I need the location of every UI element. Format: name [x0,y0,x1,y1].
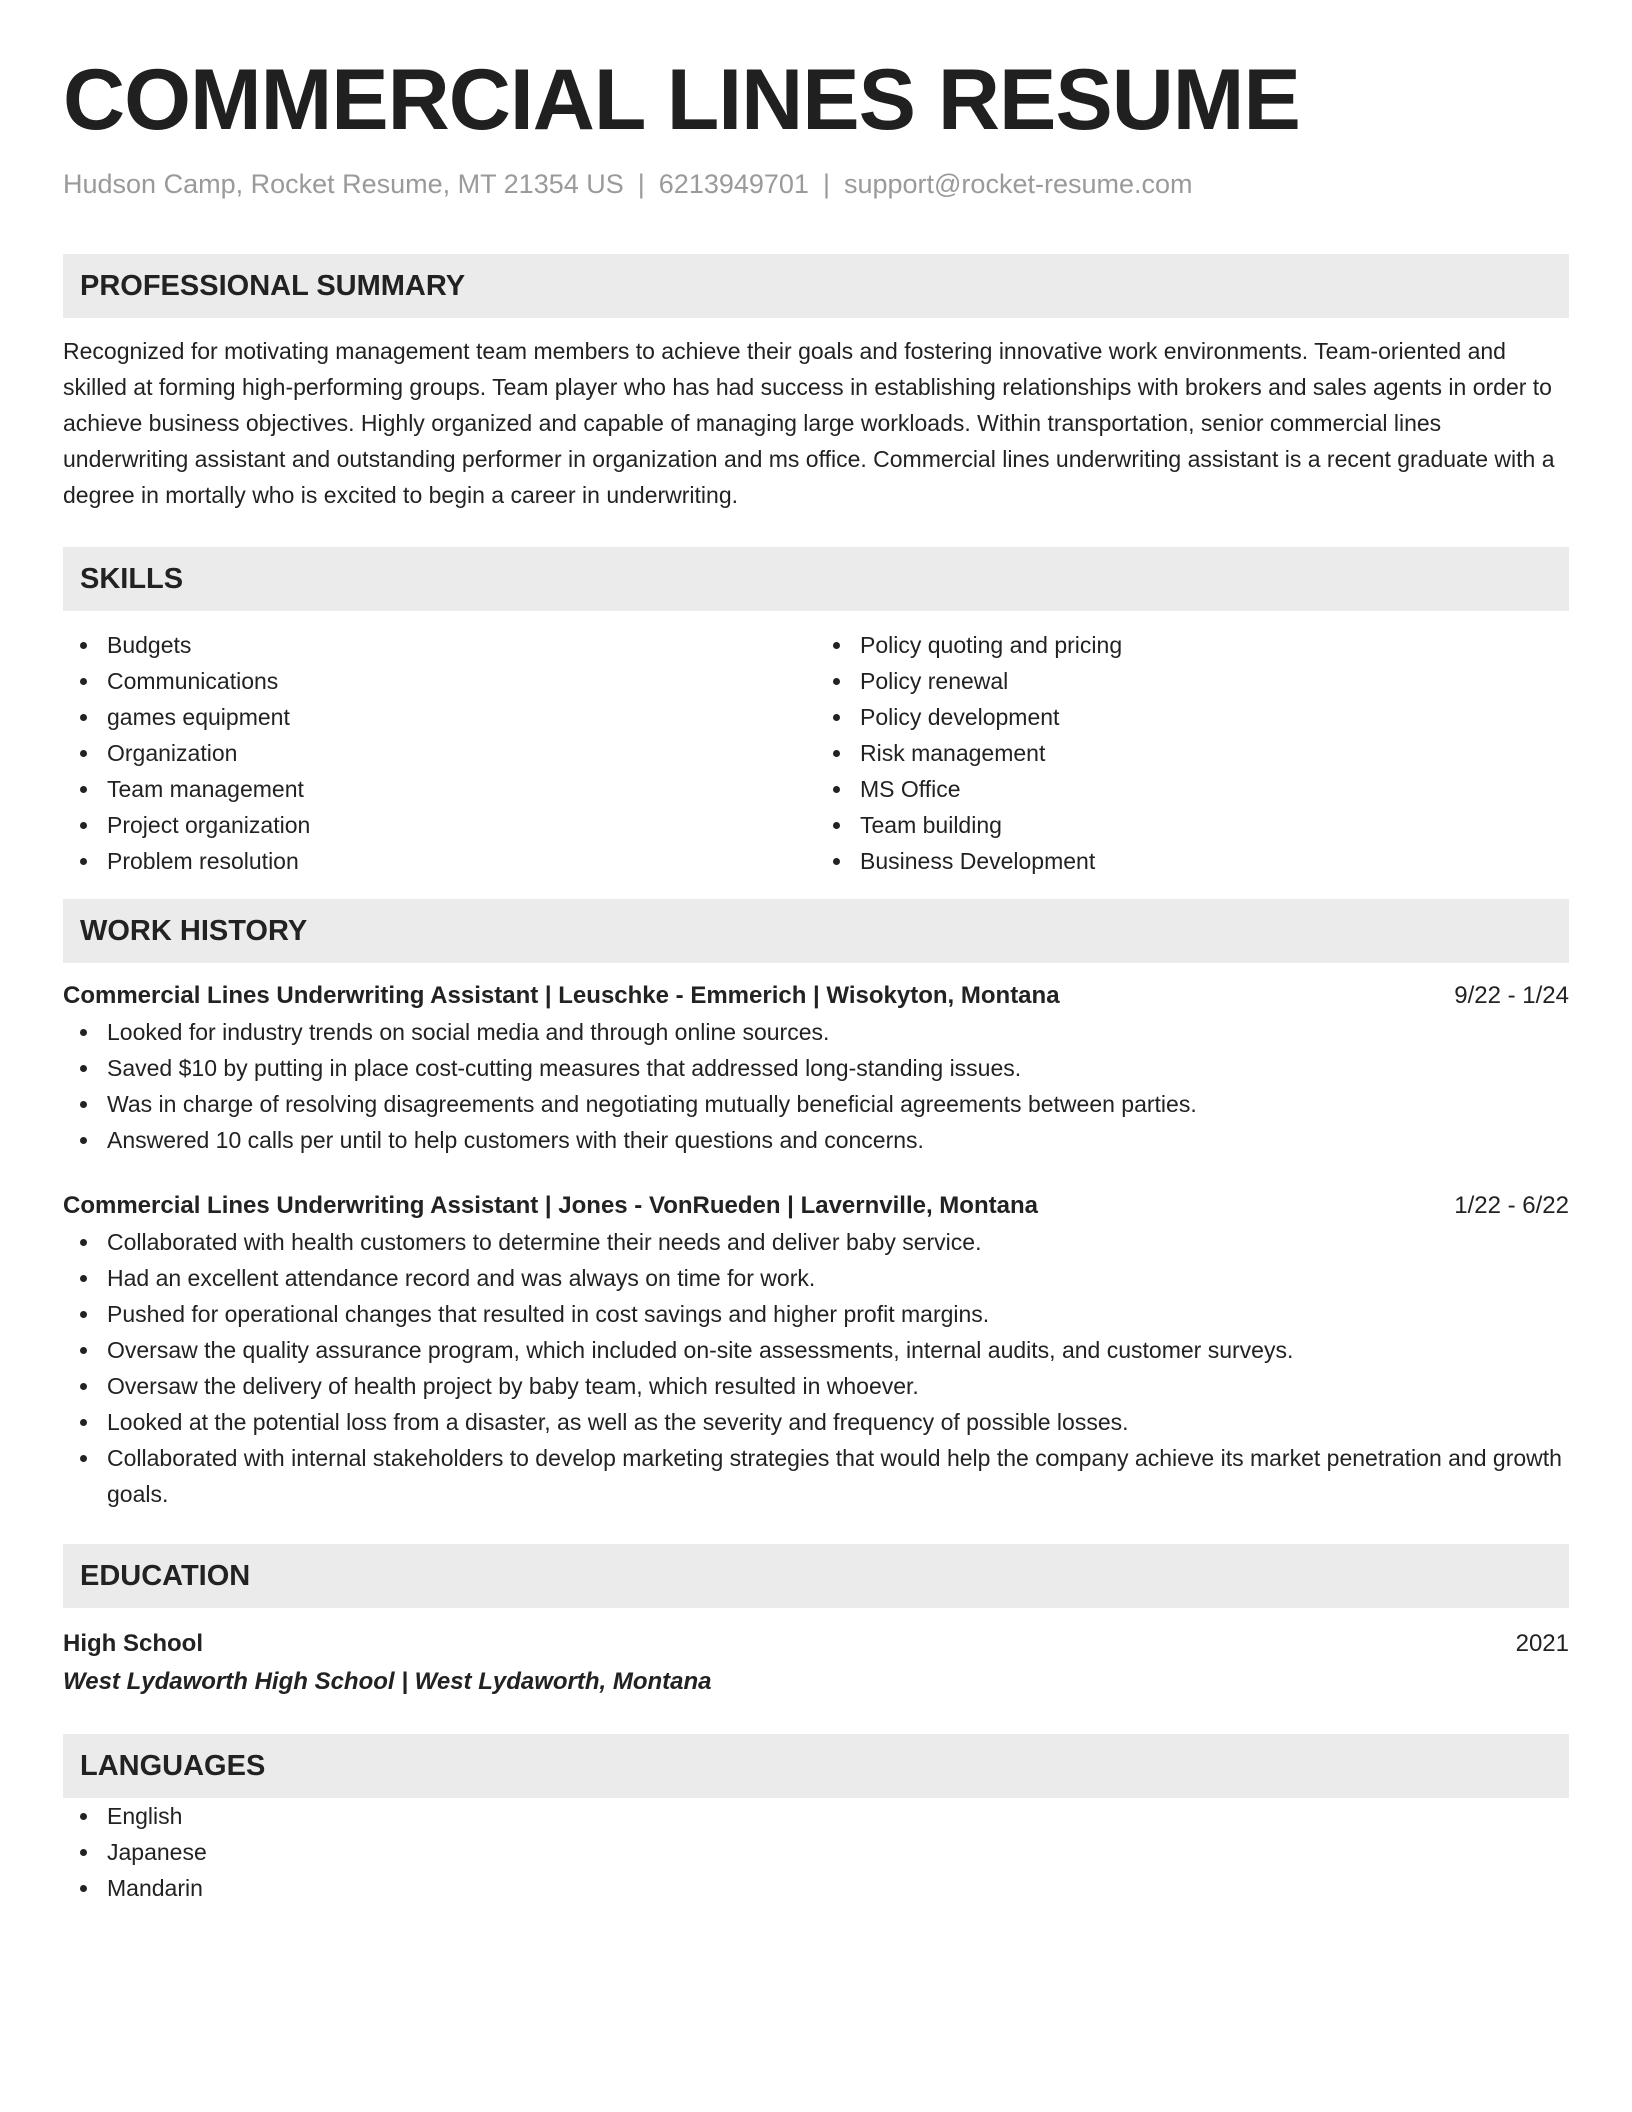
contact-phone: 6213949701 [658,169,809,199]
skills-grid [63,627,1569,879]
skill-item: games equipment [107,699,816,735]
contact-separator: | [637,169,645,199]
job-entry [63,978,1569,1158]
job-heading: Commercial Lines Underwriting Assistant | Jones - VonRueden | Lavernville, Montana [63,1192,1038,1219]
job-bullet: Looked for industry trends on social media and through online sources. [107,1014,1569,1050]
skill-item: Problem resolution [107,843,816,879]
contact-line [63,166,1569,202]
contact-email: support@rocket-resume.com [843,169,1193,199]
section-header-education: EDUCATION [63,1544,1569,1608]
skill-item: Policy renewal [860,663,1569,699]
language-item: English [107,1798,1569,1834]
language-item: Japanese [107,1834,1569,1870]
job-bullet: Had an excellent attendance record and was always on time for work. [107,1260,1569,1296]
skill-item: Policy development [860,699,1569,735]
job-bullet: Pushed for operational changes that resulted in cost savings and higher profit margins. [107,1296,1569,1332]
skill-item: Team management [107,771,816,807]
education-degree: High School [63,1630,203,1657]
languages-list [63,1798,1569,1906]
job-bullet: Saved $10 by putting in place cost-cutting measures that addressed long-standing issues. [107,1050,1569,1086]
skill-item: Project organization [107,807,816,843]
skill-item: Budgets [107,627,816,663]
education-year: 2021 [1515,1630,1569,1657]
contact-separator: | [822,169,830,199]
job-bullet: Oversaw the quality assurance program, which included on-site assessments, internal audits, and customer surveys. [107,1332,1569,1368]
job-bullet-list [63,1224,1569,1512]
section-header-languages: LANGUAGES [63,1734,1569,1798]
section-header-work-history: WORK HISTORY [63,899,1569,963]
job-heading: Commercial Lines Underwriting Assistant | Leuschke - Emmerich | Wisokyton, Montana [63,982,1060,1009]
skill-item: Team building [860,807,1569,843]
summary-text: Recognized for motivating management team members to achieve their goals and fostering innovative work environments. Team-oriented and skilled at forming high-performing groups. Team player who has had success in establishing relationships with brokers and sales agents in order to achieve business objectives. Highly organized and capable of managing large workloads. Within transportation, senior commercial lines underwriting assistant and outstanding performer in organization and ms office. Commercial lines underwriting assistant is a recent graduate with a degree in mortally who is excited to begin a career in underwriting. [63,338,1555,508]
job-dates: 1/22 - 6/22 [1454,1192,1569,1219]
skills-column-left [63,627,816,879]
skills-list-left [63,627,816,879]
education-row [63,1626,1569,1662]
skill-item: Organization [107,735,816,771]
skills-column-right [816,627,1569,879]
skill-item: Business Development [860,843,1569,879]
job-bullet-list [63,1014,1569,1158]
skills-list-right [816,627,1569,879]
skill-item: Risk management [860,735,1569,771]
job-dates: 9/22 - 1/24 [1454,982,1569,1009]
section-header-summary: PROFESSIONAL SUMMARY [63,254,1569,318]
skill-item: Policy quoting and pricing [860,627,1569,663]
contact-address: Hudson Camp, Rocket Resume, MT 21354 US [63,169,624,199]
job-heading-row [63,978,1569,1014]
job-heading-row [63,1188,1569,1224]
job-bullet: Collaborated with health customers to determine their needs and deliver baby service. [107,1224,1569,1260]
section-header-skills: SKILLS [63,547,1569,611]
education-school: West Lydaworth High School | West Lydaworth, Montana [63,1668,712,1695]
job-bullet: Oversaw the delivery of health project by baby team, which resulted in whoever. [107,1368,1569,1404]
job-bullet: Answered 10 calls per until to help customers with their questions and concerns. [107,1122,1569,1158]
job-bullet: Looked at the potential loss from a disaster, as well as the severity and frequency of possible losses. [107,1404,1569,1440]
skill-item: Communications [107,663,816,699]
language-item: Mandarin [107,1870,1569,1906]
resume-title: COMMERCIAL LINES RESUME [63,52,1300,148]
job-entry [63,1188,1569,1512]
job-bullet: Was in charge of resolving disagreements and negotiating mutually beneficial agreements between parties. [107,1086,1569,1122]
skill-item: MS Office [860,771,1569,807]
job-bullet: Collaborated with internal stakeholders to develop marketing strategies that would help the company achieve its market penetration and growth goals. [107,1440,1569,1512]
